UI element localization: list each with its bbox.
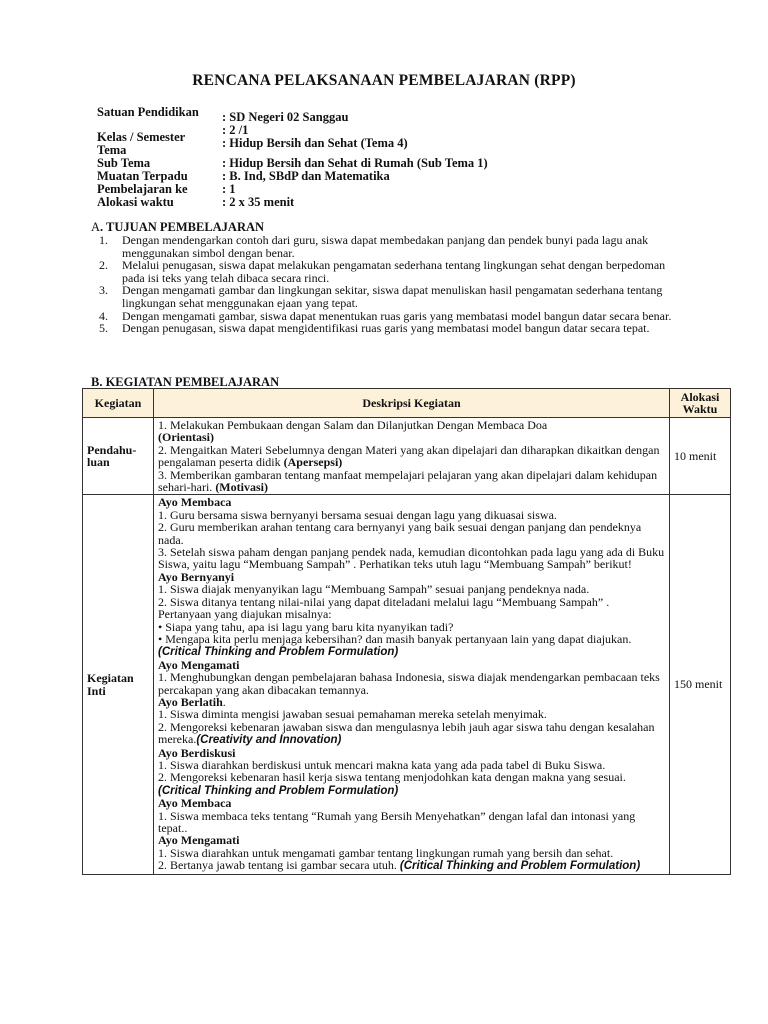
desc-line: 1. Siswa diminta mengisi jawaban sesuai pemahaman mereka setelah menyimak.: [158, 707, 547, 722]
item-number: 4.: [99, 308, 108, 323]
activity-heading: Ayo Membaca: [158, 796, 232, 811]
info-value: : Hidup Bersih dan Sehat di Rumah (Sub Tema 1): [222, 156, 488, 170]
header-kegiatan: Kegiatan: [83, 389, 154, 418]
skill-label: (Critical Thinking and Problem Formulation): [158, 646, 399, 659]
row-name: Pendahu-luan: [83, 418, 154, 495]
desc-line: 1. Siswa diarahkan untuk mengamati gambar tentang lingkungan rumah yang bersih dan sehat.: [158, 845, 614, 860]
activity-heading-line: Ayo Berlatih.: [158, 694, 226, 709]
desc-text: 2. Mengoreksi kebenaran jawaban siswa dan mengulasnya lebih jauh agar siswa tahu dengan kesalahan mereka.: [158, 719, 655, 747]
desc-text: Mengapa kita perlu menjaga kebersihan? dan masih banyak pertanyaan lain yang dapat diajukan.: [165, 631, 632, 646]
item-text: Dengan mengamati gambar, siswa dapat menentukan ruas garis yang membatasi model bangun datar secara benar.: [122, 308, 672, 323]
desc-text: 2. Bertanya jawab tentang isi gambar secara utuh.: [158, 858, 397, 873]
desc-text: 3. Memberikan gambaran tentang manfaat mempelajari pelajaran yang akan dipelajari dalam kehidupan sehari-hari.: [158, 467, 658, 495]
list-item: [99, 322, 689, 335]
list-item: [99, 284, 689, 309]
table-row: [83, 495, 731, 874]
info-value: : 1: [222, 182, 236, 196]
objectives-list: [99, 234, 689, 335]
item-text: Dengan mendengarkan contoh dari guru, siswa dapat membedakan panjang dan pendek bunyi pada lagu anak menggunakan simbol dengan benar.: [122, 233, 649, 260]
desc-label: (Orientasi): [158, 430, 214, 445]
skill-label: (Critical Thinking and Problem Formulation): [158, 784, 399, 797]
desc-line: Pertanyaan yang diajukan misalnya:: [158, 607, 332, 622]
desc-label: (Motivasi): [215, 480, 268, 495]
desc-line: 1. Melakukan Pembukaan dengan Salam dan Dilanjutkan Dengan Membaca Doa: [158, 418, 548, 432]
desc-text: 2. Mengoreksi kebenaran hasil kerja siswa tentang menjodohkan kata dengan makna yang sesuai.: [158, 770, 626, 785]
desc-text: Siapa yang tahu, apa isi lagu yang baru kita nyanyikan tadi?: [165, 619, 454, 634]
page-title: RENCANA PELAKSANAAN PEMBELAJARAN (RPP): [192, 72, 576, 89]
item-number: 2.: [99, 258, 108, 273]
row-time: 150 menit: [670, 495, 731, 874]
row-name: Kegiatan Inti: [83, 495, 154, 874]
desc-line: 1. Siswa membaca teks tentang “Rumah yang Bersih Menyehatkan” dengan lafal dan intonasi yang tepat..: [158, 808, 636, 835]
desc-line: [158, 771, 665, 797]
bullet-icon: •: [158, 631, 163, 646]
desc-line: 3. Setelah siswa paham dengan panjang pendek nada, kemudian dicontohkan pada lagu yang ada di Buku Siswa, yaitu lagu “Membuang Sampah” . Perhatikan teks utuh lagu “Membuang Sampah” berikut!: [158, 545, 665, 572]
info-value: : SD Negeri 02 Sanggau: [222, 110, 349, 124]
desc-line: 1. Guru bersama siswa bernyanyi bersama sesuai dengan lagu yang dikuasai siswa.: [158, 507, 557, 522]
info-label: Muatan Terpadu: [97, 169, 188, 183]
desc-text: 2. Mengaitkan Materi Sebelumnya dengan Materi yang akan dipelajari dan diharapkan dikaitkan dengan pengalaman peserta didik: [158, 442, 660, 470]
info-label: Kelas / Semester: [97, 130, 186, 144]
header-deskripsi: Deskripsi Kegiatan: [154, 389, 670, 418]
activity-heading: Ayo Mengamati: [158, 657, 240, 672]
desc-line: [158, 721, 665, 747]
info-label: Alokasi waktu: [97, 195, 174, 209]
section-a-title: . TUJUAN PEMBELAJARAN: [100, 220, 265, 234]
desc-line: [158, 469, 665, 494]
desc-line: 2. Siswa ditanya tentang nilai-nilai yang dapat diteladani melalui lagu “Membuang Sampah” .: [158, 594, 610, 609]
desc-line: 2. Guru memberikan arahan tentang cara bernyanyi yang baik sesuai dengan panjang dan pendeknya nada.: [158, 520, 642, 547]
row-description: [154, 418, 670, 495]
skill-label: (Creativity and Innovation): [196, 734, 342, 747]
activities-table: [82, 388, 731, 875]
desc-line: 1. Siswa diarahkan berdiskusi untuk mencari makna kata yang ada pada tabel di Buku Siswa.: [158, 757, 606, 772]
activity-heading: Ayo Mengamati: [158, 833, 240, 848]
desc-line: 1. Siswa diajak menyanyikan lagu “Membuang Sampah” sesuai panjang pendeknya nada.: [158, 582, 590, 597]
item-number: 1.: [99, 233, 108, 247]
info-label: Sub Tema: [97, 156, 151, 170]
list-item: [99, 234, 689, 259]
info-label: Pembelajaran ke: [97, 182, 188, 196]
activity-heading: Ayo Berlatih: [158, 694, 223, 709]
skill-label: (Critical Thinking and Problem Formulation): [399, 860, 641, 873]
info-label: Tema: [97, 143, 127, 157]
item-text: Melalui penugasan, siswa dapat melakukan pengamatan sederhana tentang lingkungan sehat dengan berpedoman pada isi teks yang telah dibaca secara rinci.: [122, 258, 666, 285]
activity-heading: Ayo Bernyanyi: [158, 569, 235, 584]
info-label: Satuan Pendidikan: [97, 105, 199, 119]
list-item: [99, 259, 689, 284]
info-value: : Hidup Bersih dan Sehat (Tema 4): [222, 136, 408, 150]
item-text: Dengan mengamati gambar dan lingkungan sekitar, siswa dapat menuliskan hasil pengamatan sederhana tentang lingkungan sehat menggunakan ejaan yang tepat.: [122, 283, 663, 310]
section-a-letter: A: [91, 220, 101, 234]
table-row: [83, 418, 731, 495]
item-text: Dengan penugasan, siswa dapat mengidentifikasi ruas garis yang membatasi model bangun datar secara tepat.: [122, 321, 650, 336]
info-value: : 2 x 35 menit: [222, 195, 295, 209]
info-value: : B. Ind, SBdP dan Matematika: [222, 169, 390, 183]
info-value: : 2 /1: [222, 123, 249, 137]
desc-line: [158, 859, 665, 872]
desc-line: 1. Menghubungkan dengan pembelajaran bahasa Indonesia, siswa diajak mendengarkan pembacaan teks percakapan yang akan dibacakan temannya.: [158, 670, 660, 697]
table-header-row: [83, 389, 731, 418]
item-number: 5.: [99, 321, 108, 336]
bullet-line: [158, 633, 665, 659]
item-number: 3.: [99, 283, 108, 298]
desc-label: (Apersepsi): [283, 455, 343, 470]
row-description: [154, 495, 670, 874]
bullet-icon: •: [158, 619, 163, 634]
activity-heading: Ayo Membaca: [158, 495, 232, 510]
activity-heading: Ayo Berdiskusi: [158, 745, 236, 760]
desc-line: [158, 444, 665, 469]
row-time: 10 menit: [670, 418, 731, 495]
section-b-heading: B. KEGIATAN PEMBELAJARAN: [91, 375, 280, 389]
header-alokasi: Alokasi Waktu: [670, 389, 731, 418]
